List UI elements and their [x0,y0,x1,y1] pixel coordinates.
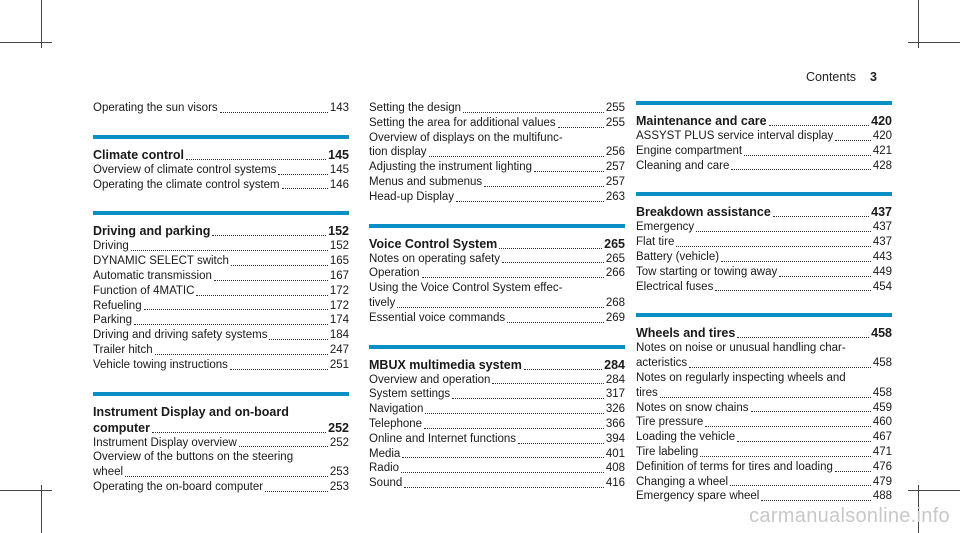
dot-leader [761,500,870,501]
dot-leader [144,309,328,310]
toc-entry-label: Refueling [93,299,142,312]
dot-leader [769,125,870,126]
toc-entry-label: Driving and driving safety systems [93,329,268,342]
toc-entry[interactable] [369,296,625,311]
toc-page-number: 252 [329,436,349,449]
toc-page-number: 265 [605,252,625,265]
toc-page-number: 459 [872,401,892,414]
toc-entry[interactable] [636,265,892,280]
toc-entry[interactable] [93,313,349,328]
toc-page-number: 253 [329,466,349,479]
dot-leader [676,246,870,247]
dot-leader [731,169,870,170]
toc-entry[interactable] [93,254,349,269]
toc-entry-label: Driving [93,240,129,253]
toc-heading-label: Voice Control System [369,236,498,251]
toc-entry[interactable] [636,235,892,250]
toc-page-number: 184 [329,329,349,342]
toc-page-number: 437 [872,236,892,249]
toc-entry[interactable] [93,163,349,178]
crop-mark [41,485,42,533]
toc-page-number: 284 [605,373,625,386]
toc-page-number: 437 [871,205,892,220]
dot-leader [779,276,871,277]
page-number: 3 [870,70,877,84]
toc-heading-line[interactable]: Instrument Display and on-board [93,404,289,419]
toc-page-number: 256 [605,146,625,159]
toc-page-number: 458 [872,386,892,399]
toc-page-number: 145 [328,147,349,162]
dot-leader [835,140,871,141]
toc-column-2 [369,101,625,510]
toc-entry-label: Function of 4MATIC [93,284,195,297]
toc-heading[interactable] [369,357,625,373]
toc-section [369,345,625,491]
toc-page-number: 263 [605,190,625,203]
dot-leader [269,339,327,340]
toc-page-number: 269 [605,311,625,324]
toc-entry[interactable] [369,373,625,388]
toc-entry-label: Overview and operation [369,373,491,386]
toc-entry[interactable] [636,489,892,504]
toc-page-number: 172 [329,299,349,312]
dot-leader [484,186,604,187]
section-rule [636,192,892,196]
toc-entry[interactable] [636,415,892,430]
toc-entry-label: Cleaning and care [636,159,730,172]
toc-page-number: 247 [329,343,349,356]
dot-leader [835,471,871,472]
toc-page-number: 443 [872,250,892,263]
section-rule [93,392,349,396]
toc-entry-label: System settings [369,388,451,401]
toc-page-number: 420 [872,130,892,142]
section-rule [636,101,892,105]
toc-page-number: 165 [329,255,349,268]
toc-page-number: 458 [871,326,892,341]
dot-leader [773,216,869,217]
toc-entry[interactable] [636,445,892,460]
dot-leader [518,443,604,444]
toc-entry-label: acteristics [636,357,688,370]
toc-entry-label: wheel [93,466,124,479]
toc-entry[interactable] [636,475,892,490]
dot-leader [737,441,871,442]
toc-entry-label: DYNAMIC SELECT switch [93,255,229,268]
toc-entry-label: Engine compartment [636,144,743,157]
dot-leader [499,248,602,249]
toc-heading[interactable] [636,113,892,129]
section-rule [93,135,349,139]
toc-heading[interactable] [93,223,349,239]
toc-page-number: 257 [605,175,625,188]
toc-column-1 [93,101,349,514]
toc-entry[interactable] [93,328,349,343]
toc-heading[interactable] [93,147,349,163]
toc-entry-line[interactable]: Using the Voice Control System effec- [369,282,563,295]
toc-entry-label: Tire pressure [636,416,704,429]
dot-leader [402,457,603,458]
dot-leader [660,397,871,398]
toc-entry[interactable] [369,266,625,281]
dot-leader [155,354,328,355]
toc-page-number: 476 [872,460,892,473]
toc-entry[interactable] [369,116,625,131]
toc-page-number: 428 [872,159,892,172]
dot-leader [689,367,871,368]
toc-heading[interactable] [636,325,892,341]
toc-entry-label: Changing a wheel [636,475,729,488]
section-rule [369,224,625,228]
toc-page-number: 317 [605,388,625,401]
toc-page-number: 152 [329,240,349,253]
toc-entry[interactable] [369,387,625,402]
toc-entry[interactable] [93,269,349,284]
dot-leader [456,201,604,202]
toc-entry[interactable] [369,252,625,267]
toc-entry[interactable] [93,284,349,299]
dot-leader [265,491,328,492]
toc-page-number: 394 [605,432,625,445]
toc-column-3 [636,101,892,523]
dot-leader [715,290,870,291]
dot-leader [425,413,603,414]
toc-page-number: 488 [872,490,892,503]
toc-page-number: 467 [872,431,892,444]
toc-entry-label: Vehicle towing instructions [93,358,228,371]
section-rule [636,313,892,317]
toc-section [93,392,349,495]
page-title: Contents [806,70,857,84]
toc-entry-label: Loading the vehicle [636,431,736,444]
toc-entry-label: Telephone [369,417,423,430]
toc-entry-label: Operating the on-board computer [93,480,264,493]
toc-page-number: 460 [872,416,892,429]
toc-entry-label: Flat tire [636,236,675,249]
toc-entry[interactable] [93,436,349,451]
toc-entry-label: Definition of terms for tires and loading [636,460,833,473]
toc-entry-label: Trailer hitch [93,343,153,356]
toc-entry[interactable] [369,476,625,491]
section-rule [93,211,349,215]
toc-entry[interactable] [369,417,625,432]
toc-heading[interactable] [636,204,892,220]
toc-page-number: 420 [871,114,892,128]
toc-page-number: 145 [329,163,349,176]
toc-heading-label: Maintenance and care [636,114,767,128]
toc-entry[interactable] [369,447,625,462]
dot-leader [278,174,327,175]
crop-mark [0,490,52,491]
toc-page-number: 253 [329,480,349,493]
toc-section [93,211,349,372]
toc-entry-label: tion display [369,146,427,159]
toc-entry-label: Overview of climate control systems [93,163,277,176]
section-rule [369,345,625,349]
dot-leader [721,261,871,262]
toc-page-number: 265 [604,236,625,251]
toc-entry[interactable] [636,159,892,174]
toc-heading-label: computer [93,420,150,435]
toc-entry-label: Operating the sun visors [93,102,218,114]
toc-page-number: 257 [605,161,625,174]
toc-entry[interactable] [93,239,349,254]
toc-page-number: 167 [329,269,349,282]
dot-leader [429,156,604,157]
dot-leader [131,250,328,251]
toc-entry-label: Radio [369,462,400,475]
toc-page-number: 479 [872,475,892,488]
toc-page-number: 255 [605,102,625,114]
toc-heading-label: Driving and parking [93,224,211,239]
toc-entry[interactable] [636,220,892,235]
dot-leader [212,235,326,236]
toc-entry-label: Operating the climate control system [93,178,280,191]
toc-entry[interactable] [636,460,892,475]
toc-entry[interactable] [636,356,892,371]
toc-entry-line[interactable]: Notes on regularly inspecting wheels and [636,371,846,384]
toc-entry-label: Online and Internet functions [369,432,517,445]
toc-entry[interactable] [636,386,892,401]
toc-heading-label: Wheels and tires [636,326,736,341]
crop-mark [0,42,52,43]
toc-section [369,101,625,205]
toc-entry[interactable] [636,144,892,159]
dot-leader [424,428,604,429]
toc-entry-label: Sound [369,477,403,490]
toc-entry[interactable] [93,358,349,373]
dot-leader [463,112,604,113]
toc-page-number: 172 [329,284,349,297]
toc-entry[interactable] [369,101,625,116]
dot-leader [558,127,604,128]
dot-leader [397,307,604,308]
toc-entry-label: Notes on operating safety [369,252,501,265]
toc-entry[interactable] [636,401,892,416]
toc-entry[interactable] [93,343,349,358]
dot-leader [700,456,871,457]
dot-leader [134,324,328,325]
watermark: carmanualsonline.info [749,505,950,527]
toc-heading-label: Breakdown assistance [636,205,771,220]
toc-heading-label: Climate control [93,147,184,162]
dot-leader [152,432,326,433]
dot-leader [239,446,328,447]
page-header [806,70,877,84]
toc-page-number: 268 [605,296,625,309]
dot-leader [737,337,869,338]
toc-page-number: 458 [872,357,892,370]
toc-entry[interactable] [369,402,625,417]
crop-mark [918,0,919,48]
dot-leader [502,262,604,263]
toc-page-number: 416 [605,477,625,490]
toc-page-number: 421 [872,144,892,157]
toc-section [93,135,349,193]
dot-leader [214,280,328,281]
toc-page-number: 326 [605,403,625,416]
toc-page-number: 143 [329,102,349,114]
toc-entry-label: Electrical fuses [636,280,714,293]
toc-entry[interactable] [93,299,349,314]
dot-leader [744,155,871,156]
dot-leader [125,476,328,477]
toc-page-number: 408 [605,462,625,475]
dot-leader [507,322,604,323]
toc-section [636,313,892,504]
toc-page-number: 252 [328,420,349,435]
toc-entry-label: Navigation [369,403,424,416]
toc-entry[interactable] [369,432,625,447]
toc-heading[interactable] [93,420,349,436]
toc-page-number: 255 [605,116,625,129]
toc-entry[interactable] [369,461,625,476]
toc-entry-label: Setting the area for additional values [369,116,556,129]
toc-page-number: 152 [328,224,349,239]
toc-entry-label: Notes on snow chains [636,401,749,414]
dot-leader [751,411,871,412]
dot-leader [534,171,604,172]
toc-page-number: 284 [604,357,625,372]
toc-entry[interactable] [636,430,892,445]
toc-entry[interactable] [369,190,625,205]
dot-leader [422,277,604,278]
toc-page-number: 146 [329,178,349,191]
dot-leader [404,487,604,488]
toc-entry-label: Battery (vehicle) [636,250,720,263]
toc-entry-label: Menus and submenus [369,175,483,188]
toc-entry[interactable] [369,160,625,175]
toc-entry-label: Setting the design [369,102,462,114]
toc-section [369,224,625,326]
toc-entry-label: tires [636,386,658,399]
toc-page-number: 174 [329,314,349,327]
dot-leader [524,369,602,370]
toc-page-number: 251 [329,358,349,371]
toc-page-number: 454 [872,280,892,293]
toc-heading[interactable] [369,236,625,252]
dot-leader [196,295,327,296]
dot-leader [452,398,604,399]
toc-entry-label: Essential voice commands [369,311,506,324]
toc-entry-label: Adjusting the instrument lighting [369,161,533,174]
crop-mark [908,42,960,43]
dot-leader [401,472,604,473]
toc-entry[interactable] [93,178,349,193]
toc-entry[interactable] [369,175,625,190]
toc-entry[interactable] [93,480,349,495]
dot-leader [730,485,871,486]
toc-entry-line[interactable]: Overview of displays on the multifunc- [369,131,563,144]
toc-entry-label: Media [369,447,401,460]
toc-section [636,192,892,294]
toc-entry-label: Tire labeling [636,445,699,458]
toc-entry-label: Emergency spare wheel [636,490,760,503]
toc-section [93,101,349,116]
toc-entry-label: tively [369,296,396,309]
dot-leader [186,159,326,160]
toc-page-number: 266 [605,267,625,280]
toc-entry[interactable] [636,280,892,295]
toc-entry-label: Tow starting or towing away [636,265,778,278]
toc-entry-label: Automatic transmission [93,269,212,282]
toc-entry[interactable] [93,101,349,116]
toc-section [636,101,892,173]
toc-entry-label: Instrument Display overview [93,436,237,449]
dot-leader [705,426,870,427]
dot-leader [230,369,328,370]
toc-heading-label: MBUX multimedia system [369,357,522,372]
toc-page-number: 449 [872,265,892,278]
toc-entry-label: Parking [93,314,132,327]
dot-leader [220,112,328,113]
dot-leader [696,231,871,232]
toc-page-number: 437 [872,221,892,234]
toc-page-number: 401 [605,447,625,460]
toc-entry[interactable] [369,311,625,326]
toc-page-number: 471 [872,445,892,458]
toc-entry[interactable] [636,129,892,144]
toc-entry[interactable] [93,465,349,480]
toc-entry[interactable] [636,250,892,265]
toc-entry-label: Operation [369,267,420,280]
toc-entry-label: ASSYST PLUS service interval display [636,130,834,142]
dot-leader [231,265,328,266]
crop-mark [908,490,960,491]
toc-entry[interactable] [369,145,625,160]
toc-page-number: 366 [605,417,625,430]
toc-entry-label: Head-up Display [369,190,455,203]
dot-leader [282,188,328,189]
toc-entry-label: Emergency [636,221,695,234]
dot-leader [492,383,603,384]
toc-entry-line[interactable]: Overview of the buttons on the steering [93,451,294,464]
toc-entry-line[interactable]: Notes on noise or unusual handling char- [636,342,846,355]
crop-mark [41,0,42,48]
